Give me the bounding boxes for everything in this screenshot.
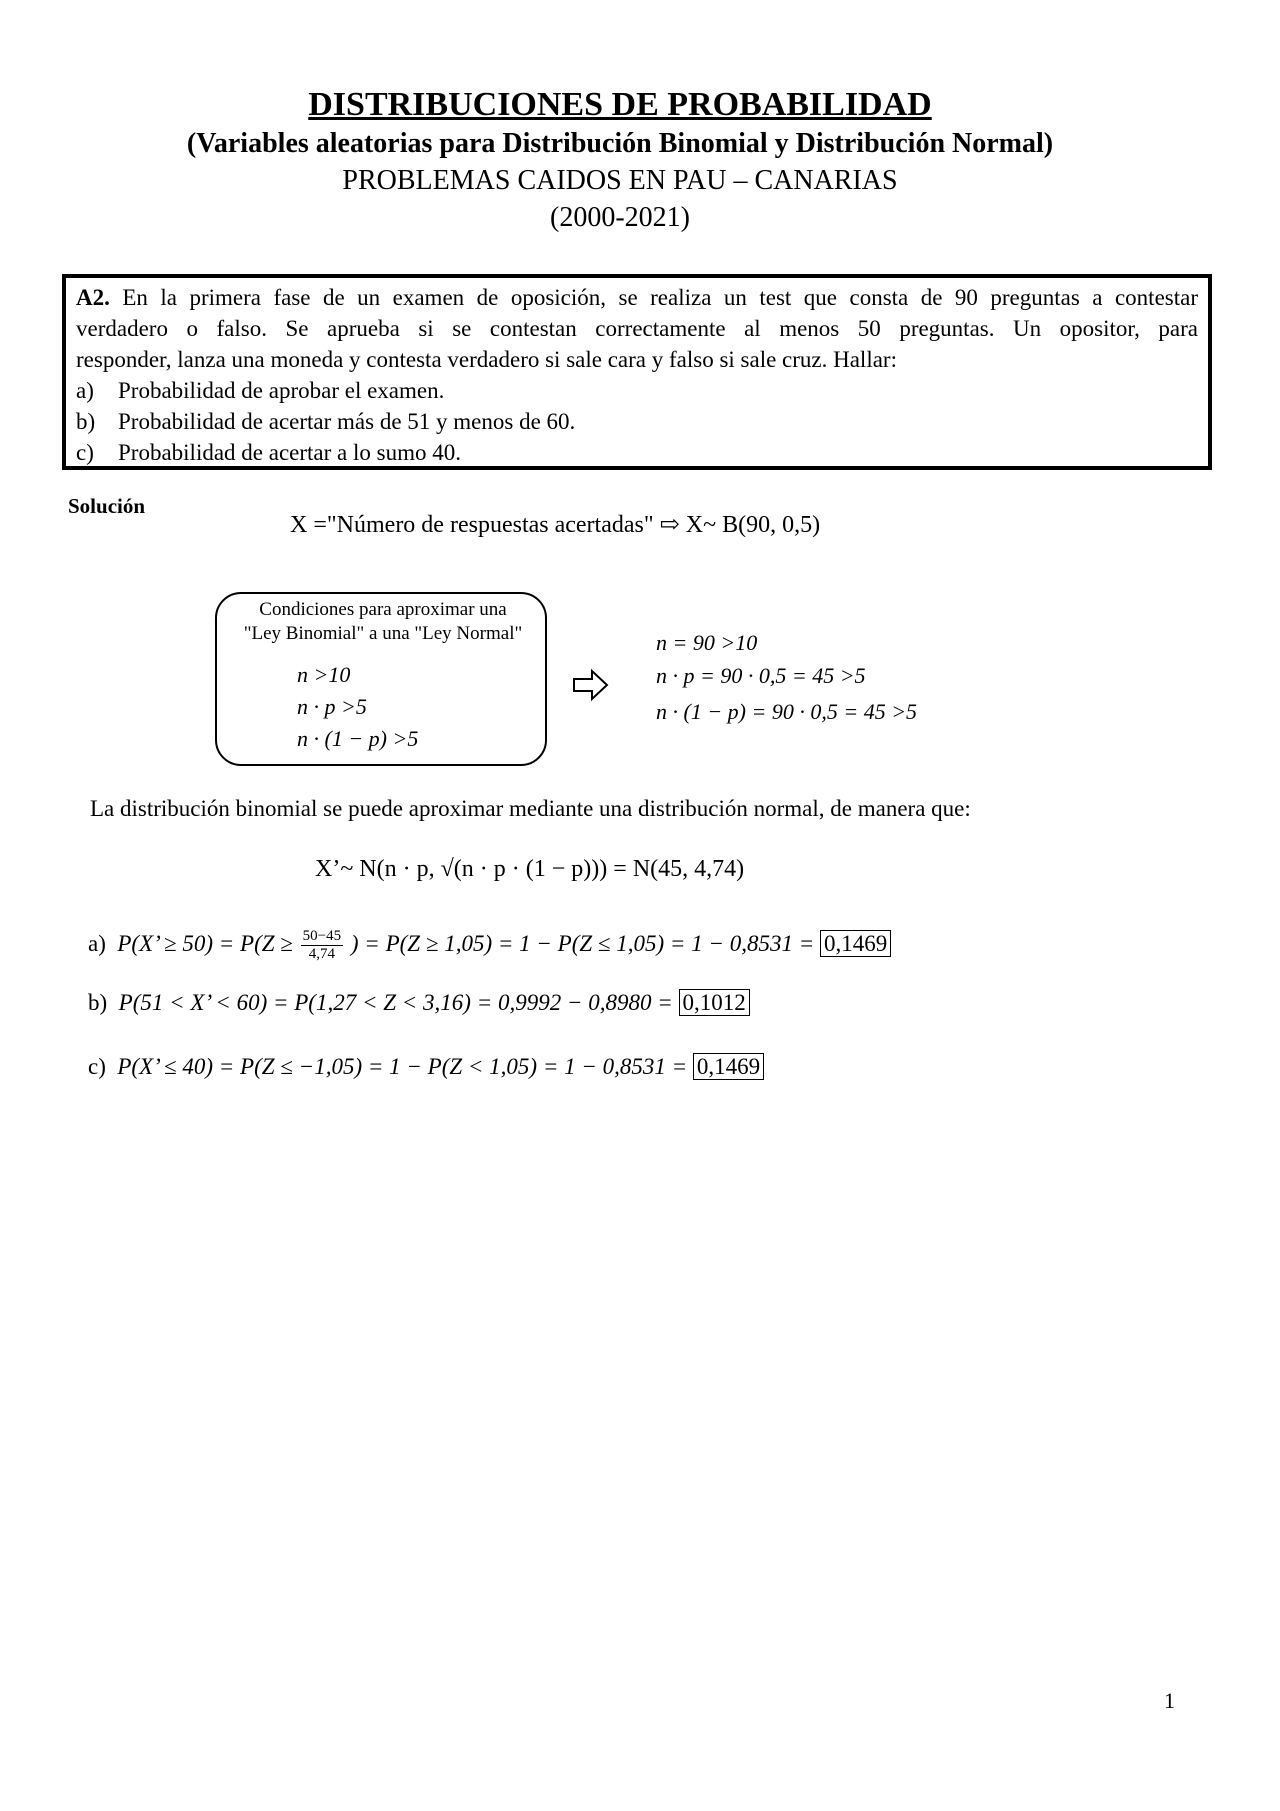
approximation-paragraph: La distribución binomial se puede aproximar mediante una distribución normal, de manera que:	[90, 796, 971, 821]
answer-label: c)	[88, 1054, 106, 1079]
conditions-title-line-1: Condiciones para aproximar una	[259, 599, 507, 620]
document-subtitle: (Variables aleatorias para Distribución Binomial y Distribución Normal)	[186, 128, 1054, 159]
answer-b-result: 0,1012	[679, 989, 750, 1016]
conditions-title	[217, 598, 549, 646]
document-years: (2000-2021)	[550, 202, 690, 233]
fraction-numerator: 50−45	[302, 928, 342, 944]
item-text: Probabilidad de acertar más de 51 y menos de 60.	[118, 409, 576, 434]
problem-statement-box	[62, 274, 1212, 470]
item-label: c)	[76, 440, 94, 465]
fraction-denominator: 4,74	[308, 946, 336, 962]
z-fraction	[301, 928, 343, 963]
condition-n: n >10	[297, 662, 351, 687]
right-arrow-icon	[572, 668, 610, 702]
problem-item-c	[76, 437, 1198, 468]
answer-a-result: 0,1469	[820, 930, 891, 957]
problem-line-2: verdadero o falso. Se aprueba si se contestan correctamente al menos 50 preguntas. Un opositor, para	[76, 316, 1198, 341]
answer-b	[88, 990, 750, 1016]
result-nq: n · (1 − p) = 90 · 0,5 = 45 >5	[656, 699, 918, 724]
answer-a-post: ) = P(Z ≥ 1,05) = 1 − P(Z ≤ 1,05) = 1 − 0,8531 =	[350, 930, 815, 956]
condition-np: n · p >5	[297, 694, 367, 719]
random-variable-definition: X ="Número de respuestas acertadas" ⇨ X~ B(90, 0,5)	[290, 512, 821, 538]
answer-label: a)	[88, 930, 106, 956]
answer-a	[88, 928, 891, 963]
normal-approximation-formula: X’~ N(n · p, √(n · p · (1 − p))) = N(45, 4,74)	[315, 856, 745, 882]
result-np: n · p = 90 · 0,5 = 45 >5	[656, 663, 866, 688]
item-label: b)	[76, 409, 96, 434]
answer-c-result: 0,1469	[693, 1053, 764, 1080]
problem-item-a	[76, 375, 1198, 406]
problem-item-b	[76, 406, 1198, 437]
result-n: n = 90 >10	[656, 630, 758, 655]
answer-a-pre: P(X’ ≥ 50) = P(Z ≥	[117, 930, 293, 956]
condition-nq: n · (1 − p) >5	[297, 726, 419, 751]
page-number: 1	[1164, 1688, 1175, 1713]
problem-line-3: responder, lanza una moneda y contesta verdadero si sale cara y falso si sale cruz. Hallar:	[76, 347, 897, 372]
document-source: PROBLEMAS CAIDOS EN PAU – CANARIAS	[342, 165, 898, 196]
conditions-title-line-2: "Ley Binomial" a una "Ley Normal"	[243, 623, 523, 644]
item-text: Probabilidad de acertar a lo sumo 40.	[118, 440, 461, 465]
document-title: DISTRIBUCIONES DE PROBABILIDAD	[308, 86, 932, 123]
solution-label: Solución	[68, 494, 146, 518]
problem-text-1: En la primera fase de un examen de oposición, se realiza un test que consta de 90 preguntas a contestar	[122, 285, 1198, 310]
answer-c	[88, 1054, 764, 1080]
problem-line-1	[76, 282, 1198, 313]
item-text: Probabilidad de aprobar el examen.	[118, 378, 445, 403]
answer-b-text: P(51 < X’ < 60) = P(1,27 < Z < 3,16) = 0,9992 − 0,8980 =	[118, 990, 673, 1015]
conditions-box	[215, 592, 547, 766]
answer-label: b)	[88, 990, 108, 1015]
answer-c-text: P(X’ ≤ 40) = P(Z ≤ −1,05) = 1 − P(Z < 1,05) = 1 − 0,8531 =	[117, 1054, 688, 1079]
item-label: a)	[76, 378, 94, 403]
problem-label: A2.	[76, 285, 110, 310]
